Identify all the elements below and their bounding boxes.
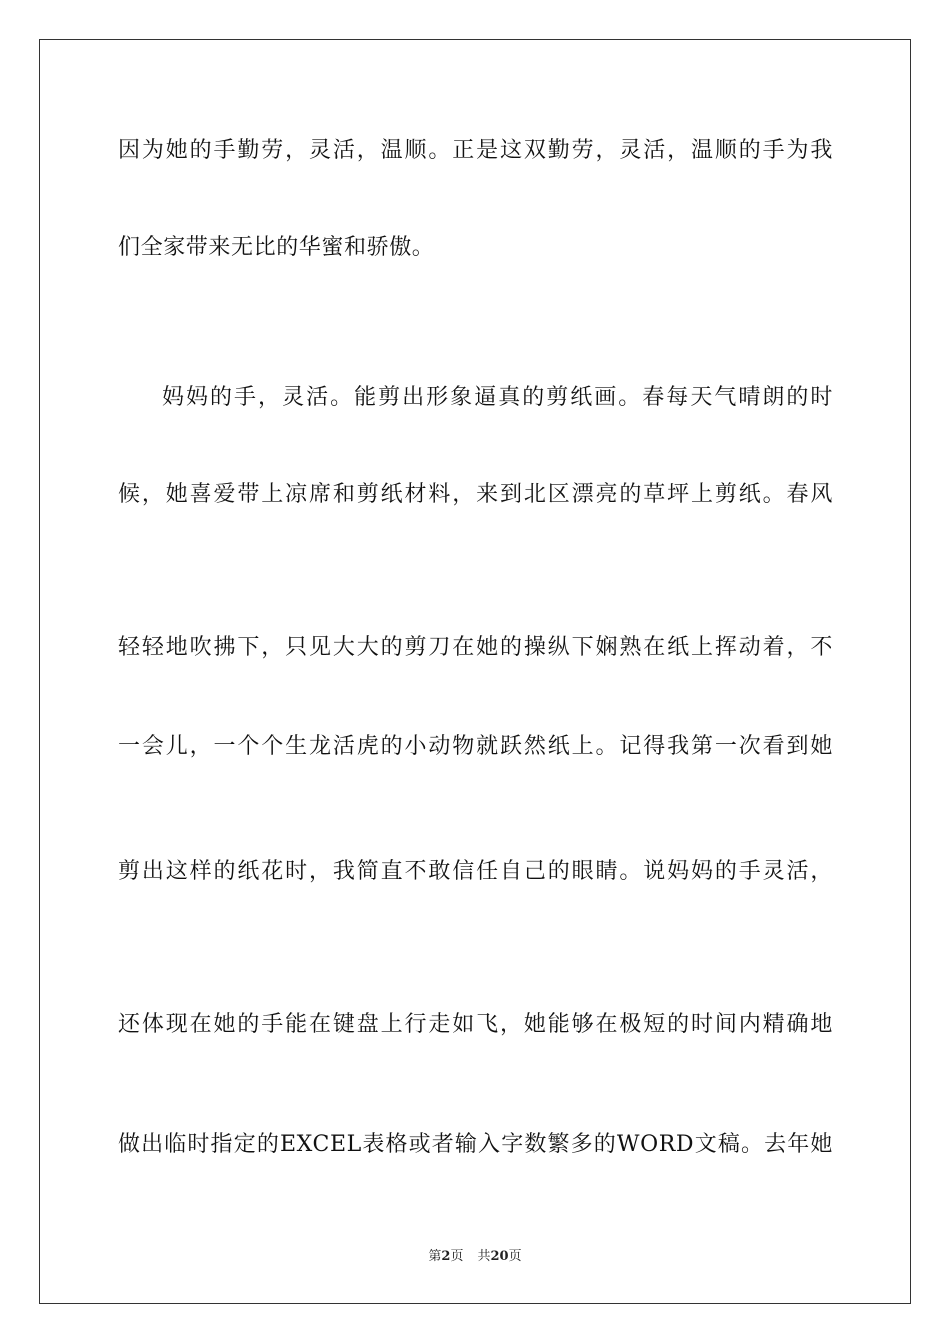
body-line-9: 做出临时指定的EXCEL表格或者输入字数繁多的WORD文稿。去年她	[118, 1132, 833, 1157]
page-border	[39, 39, 911, 1304]
body-line-6: 一会儿，一个个生龙活虎的小动物就跃然纸上。记得我第一次看到她	[118, 734, 833, 759]
page-unit: 页	[450, 1249, 464, 1264]
body-line-2: 们全家带来无比的华蜜和骄傲。	[118, 235, 435, 260]
body-line-8: 还体现在她的手能在键盘上行走如飞，她能够在极短的时间内精确地	[118, 1012, 833, 1037]
body-line-7: 剪出这样的纸花时，我简直不敢信任自己的眼睛。说妈妈的手灵活，	[118, 859, 833, 884]
body-line-5: 轻轻地吹拂下，只见大大的剪刀在她的操纵下娴熟在纸上挥动着，不	[118, 635, 833, 660]
page-footer	[0, 1248, 950, 1266]
total-unit: 页	[508, 1249, 522, 1264]
total-prefix: 共	[477, 1249, 491, 1264]
page-number: 2	[441, 1249, 451, 1264]
body-line-3: 妈妈的手，灵活。能剪出形象逼真的剪纸画。春每天气晴朗的时	[162, 385, 833, 410]
page-prefix: 第	[428, 1249, 442, 1264]
body-line-1: 因为她的手勤劳，灵活，温顺。正是这双勤劳，灵活，温顺的手为我	[118, 138, 833, 163]
body-line-4: 候，她喜爱带上凉席和剪纸材料，来到北区漂亮的草坪上剪纸。春风	[118, 482, 833, 507]
total-pages: 20	[490, 1249, 509, 1264]
